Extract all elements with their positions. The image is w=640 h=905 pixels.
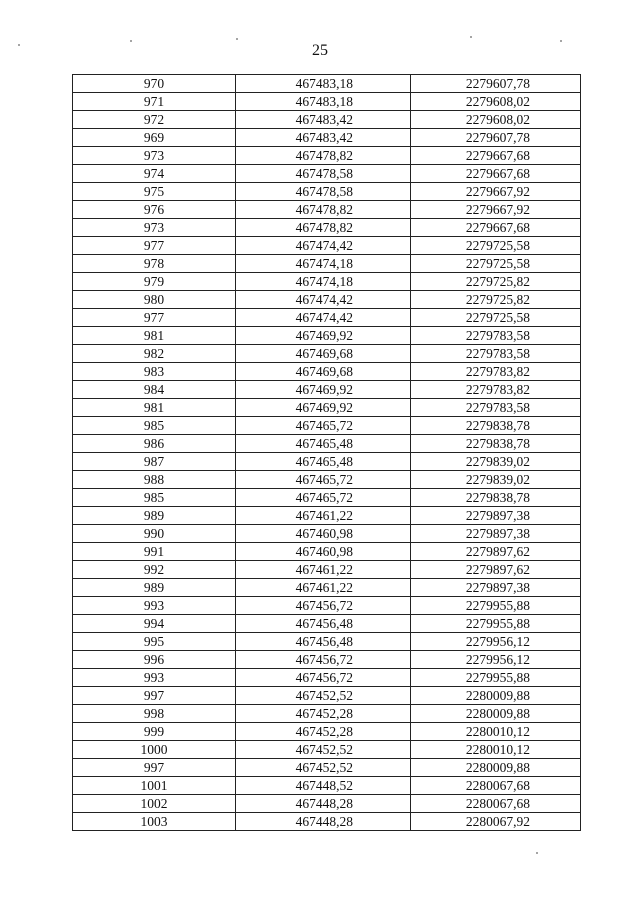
x-coordinate-cell: 467478,82 [236, 147, 411, 165]
y-coordinate-cell: 2279667,68 [411, 165, 581, 183]
x-coordinate-cell: 467469,68 [236, 345, 411, 363]
x-coordinate-cell: 467448,52 [236, 777, 411, 795]
x-coordinate-cell: 467465,72 [236, 417, 411, 435]
y-coordinate-cell: 2279783,58 [411, 345, 581, 363]
y-coordinate-cell: 2279725,58 [411, 255, 581, 273]
y-coordinate-cell: 2279955,88 [411, 615, 581, 633]
table-row [73, 345, 581, 363]
point-number-cell: 974 [73, 165, 236, 183]
table-row [73, 291, 581, 309]
point-number-cell: 998 [73, 705, 236, 723]
table-row [73, 111, 581, 129]
point-number-cell: 980 [73, 291, 236, 309]
x-coordinate-cell: 467474,42 [236, 237, 411, 255]
point-number-cell: 971 [73, 93, 236, 111]
y-coordinate-cell: 2279607,78 [411, 75, 581, 93]
table-row [73, 507, 581, 525]
point-number-cell: 987 [73, 453, 236, 471]
y-coordinate-cell: 2279897,38 [411, 525, 581, 543]
y-coordinate-cell: 2280009,88 [411, 759, 581, 777]
x-coordinate-cell: 467460,98 [236, 525, 411, 543]
y-coordinate-cell: 2279956,12 [411, 633, 581, 651]
point-number-cell: 988 [73, 471, 236, 489]
point-number-cell: 970 [73, 75, 236, 93]
table-row [73, 75, 581, 93]
point-number-cell: 996 [73, 651, 236, 669]
table-row [73, 687, 581, 705]
x-coordinate-cell: 467469,92 [236, 327, 411, 345]
y-coordinate-cell: 2279783,82 [411, 363, 581, 381]
point-number-cell: 997 [73, 759, 236, 777]
table-row [73, 381, 581, 399]
table-row [73, 597, 581, 615]
point-number-cell: 1002 [73, 795, 236, 813]
y-coordinate-cell: 2279667,92 [411, 183, 581, 201]
y-coordinate-cell: 2280067,68 [411, 795, 581, 813]
point-number-cell: 1001 [73, 777, 236, 795]
table-row [73, 741, 581, 759]
table-row [73, 759, 581, 777]
table-row [73, 183, 581, 201]
table-row [73, 525, 581, 543]
y-coordinate-cell: 2279725,58 [411, 237, 581, 255]
table-row [73, 165, 581, 183]
y-coordinate-cell: 2279725,82 [411, 291, 581, 309]
table-row [73, 219, 581, 237]
table-row [73, 651, 581, 669]
y-coordinate-cell: 2279838,78 [411, 435, 581, 453]
y-coordinate-cell: 2279608,02 [411, 111, 581, 129]
y-coordinate-cell: 2279839,02 [411, 471, 581, 489]
point-number-cell: 982 [73, 345, 236, 363]
y-coordinate-cell: 2280067,92 [411, 813, 581, 831]
x-coordinate-cell: 467461,22 [236, 561, 411, 579]
point-number-cell: 981 [73, 399, 236, 417]
coordinates-table-body [73, 75, 581, 831]
y-coordinate-cell: 2279607,78 [411, 129, 581, 147]
point-number-cell: 984 [73, 381, 236, 399]
table-row [73, 129, 581, 147]
y-coordinate-cell: 2279667,68 [411, 219, 581, 237]
point-number-cell: 986 [73, 435, 236, 453]
y-coordinate-cell: 2279667,92 [411, 201, 581, 219]
table-row [73, 435, 581, 453]
point-number-cell: 989 [73, 507, 236, 525]
table-row [73, 795, 581, 813]
y-coordinate-cell: 2279838,78 [411, 417, 581, 435]
table-row [73, 579, 581, 597]
x-coordinate-cell: 467469,92 [236, 399, 411, 417]
x-coordinate-cell: 467456,72 [236, 597, 411, 615]
table-row [73, 669, 581, 687]
point-number-cell: 1003 [73, 813, 236, 831]
point-number-cell: 973 [73, 147, 236, 165]
y-coordinate-cell: 2279955,88 [411, 669, 581, 687]
y-coordinate-cell: 2279608,02 [411, 93, 581, 111]
y-coordinate-cell: 2279783,58 [411, 327, 581, 345]
x-coordinate-cell: 467448,28 [236, 795, 411, 813]
point-number-cell: 972 [73, 111, 236, 129]
x-coordinate-cell: 467452,28 [236, 705, 411, 723]
y-coordinate-cell: 2279955,88 [411, 597, 581, 615]
point-number-cell: 992 [73, 561, 236, 579]
point-number-cell: 985 [73, 417, 236, 435]
table-row [73, 237, 581, 255]
x-coordinate-cell: 467465,72 [236, 489, 411, 507]
point-number-cell: 983 [73, 363, 236, 381]
x-coordinate-cell: 467465,48 [236, 435, 411, 453]
table-row [73, 723, 581, 741]
table-row [73, 147, 581, 165]
x-coordinate-cell: 467461,22 [236, 579, 411, 597]
point-number-cell: 993 [73, 597, 236, 615]
x-coordinate-cell: 467452,52 [236, 741, 411, 759]
point-number-cell: 999 [73, 723, 236, 741]
x-coordinate-cell: 467478,82 [236, 201, 411, 219]
table-row [73, 417, 581, 435]
point-number-cell: 985 [73, 489, 236, 507]
x-coordinate-cell: 467456,48 [236, 633, 411, 651]
point-number-cell: 973 [73, 219, 236, 237]
y-coordinate-cell: 2280010,12 [411, 723, 581, 741]
x-coordinate-cell: 467483,42 [236, 129, 411, 147]
y-coordinate-cell: 2279725,82 [411, 273, 581, 291]
page-number: 25 [312, 42, 328, 59]
x-coordinate-cell: 467478,82 [236, 219, 411, 237]
scan-speck [560, 40, 562, 42]
point-number-cell: 969 [73, 129, 236, 147]
scan-speck [236, 38, 238, 40]
y-coordinate-cell: 2279897,38 [411, 579, 581, 597]
point-number-cell: 993 [73, 669, 236, 687]
x-coordinate-cell: 467469,68 [236, 363, 411, 381]
y-coordinate-cell: 2280010,12 [411, 741, 581, 759]
y-coordinate-cell: 2279783,82 [411, 381, 581, 399]
table-row [73, 543, 581, 561]
table-row [73, 561, 581, 579]
point-number-cell: 979 [73, 273, 236, 291]
point-number-cell: 976 [73, 201, 236, 219]
x-coordinate-cell: 467452,52 [236, 687, 411, 705]
coordinates-table [72, 74, 581, 831]
x-coordinate-cell: 467469,92 [236, 381, 411, 399]
y-coordinate-cell: 2280067,68 [411, 777, 581, 795]
x-coordinate-cell: 467474,18 [236, 273, 411, 291]
x-coordinate-cell: 467483,42 [236, 111, 411, 129]
x-coordinate-cell: 467465,48 [236, 453, 411, 471]
x-coordinate-cell: 467456,72 [236, 651, 411, 669]
x-coordinate-cell: 467483,18 [236, 93, 411, 111]
y-coordinate-cell: 2280009,88 [411, 687, 581, 705]
scan-speck [470, 36, 472, 38]
x-coordinate-cell: 467456,48 [236, 615, 411, 633]
y-coordinate-cell: 2279897,38 [411, 507, 581, 525]
x-coordinate-cell: 467478,58 [236, 165, 411, 183]
x-coordinate-cell: 467452,28 [236, 723, 411, 741]
table-row [73, 615, 581, 633]
point-number-cell: 989 [73, 579, 236, 597]
point-number-cell: 995 [73, 633, 236, 651]
x-coordinate-cell: 467448,28 [236, 813, 411, 831]
point-number-cell: 977 [73, 309, 236, 327]
x-coordinate-cell: 467452,52 [236, 759, 411, 777]
table-row [73, 453, 581, 471]
y-coordinate-cell: 2279956,12 [411, 651, 581, 669]
table-row [73, 201, 581, 219]
point-number-cell: 977 [73, 237, 236, 255]
y-coordinate-cell: 2279725,58 [411, 309, 581, 327]
table-row [73, 309, 581, 327]
y-coordinate-cell: 2280009,88 [411, 705, 581, 723]
y-coordinate-cell: 2279783,58 [411, 399, 581, 417]
scan-speck [18, 44, 20, 46]
x-coordinate-cell: 467483,18 [236, 75, 411, 93]
table-row [73, 255, 581, 273]
y-coordinate-cell: 2279897,62 [411, 543, 581, 561]
y-coordinate-cell: 2279897,62 [411, 561, 581, 579]
x-coordinate-cell: 467460,98 [236, 543, 411, 561]
y-coordinate-cell: 2279839,02 [411, 453, 581, 471]
table-row [73, 777, 581, 795]
y-coordinate-cell: 2279838,78 [411, 489, 581, 507]
point-number-cell: 994 [73, 615, 236, 633]
table-row [73, 273, 581, 291]
point-number-cell: 975 [73, 183, 236, 201]
table-row [73, 327, 581, 345]
x-coordinate-cell: 467474,18 [236, 255, 411, 273]
table-row [73, 633, 581, 651]
scan-speck [536, 852, 538, 854]
table-row [73, 93, 581, 111]
point-number-cell: 991 [73, 543, 236, 561]
table-row [73, 813, 581, 831]
point-number-cell: 990 [73, 525, 236, 543]
point-number-cell: 1000 [73, 741, 236, 759]
table-row [73, 489, 581, 507]
x-coordinate-cell: 467461,22 [236, 507, 411, 525]
x-coordinate-cell: 467474,42 [236, 309, 411, 327]
x-coordinate-cell: 467456,72 [236, 669, 411, 687]
table-row [73, 471, 581, 489]
table-row [73, 705, 581, 723]
y-coordinate-cell: 2279667,68 [411, 147, 581, 165]
scan-speck [130, 40, 132, 42]
point-number-cell: 997 [73, 687, 236, 705]
point-number-cell: 981 [73, 327, 236, 345]
x-coordinate-cell: 467474,42 [236, 291, 411, 309]
x-coordinate-cell: 467465,72 [236, 471, 411, 489]
table-row [73, 399, 581, 417]
point-number-cell: 978 [73, 255, 236, 273]
x-coordinate-cell: 467478,58 [236, 183, 411, 201]
table-row [73, 363, 581, 381]
